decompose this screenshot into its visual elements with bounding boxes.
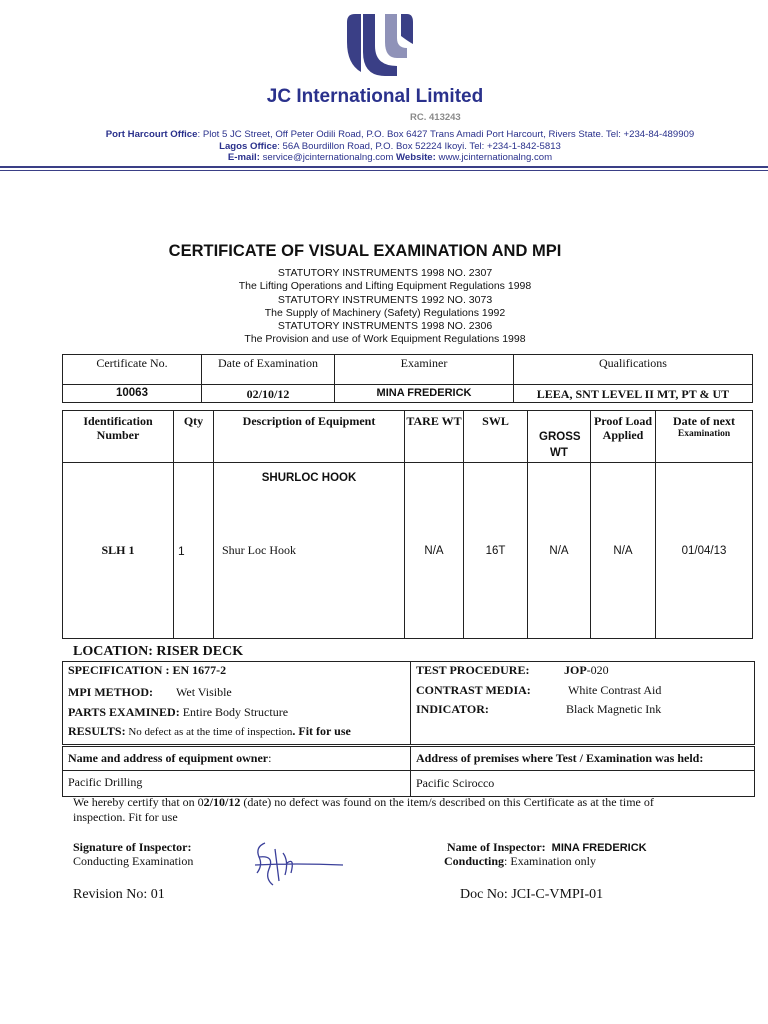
statutory-line: The Supply of Machinery (Safety) Regulations 1992 (264, 307, 506, 319)
proof-load-header: Proof Load Applied (591, 411, 656, 463)
statutory-line: STATUTORY INSTRUMENTS 1998 NO. 2306 (277, 320, 493, 332)
certification-statement: We hereby certify that on 02/10/12 (date) no defect was found on the item/s described on this Certificate as at the time of (73, 795, 654, 809)
examiner-value: MINA FREDERICK (335, 385, 514, 403)
indicator-value: Black Magnetic Ink (566, 702, 662, 716)
header-rule-thin (0, 170, 768, 171)
proof-load-cell: N/A (591, 463, 656, 639)
description-cell (214, 463, 405, 639)
signature-label: Signature of Inspector: (73, 840, 192, 854)
tare-wt-cell: N/A (405, 463, 464, 639)
company-name: JC International Limited (266, 86, 484, 107)
port-harcourt-office: Port Harcourt Office: Plot 5 JC Street, Off Peter Odili Road, P.O. Box 6427 Trans Amadi Port Harcourt, Rivers State. Tel: +234-84-489909 (105, 129, 695, 140)
document-number: Doc No: JCI-C-VMPI-01 (460, 887, 604, 902)
qty-cell: 1 (174, 463, 214, 639)
statutory-line: STATUTORY INSTRUMENTS 1998 NO. 2307 (277, 267, 493, 279)
next-exam-cell: 01/04/13 (656, 463, 753, 639)
contact-line: E-mail: service@jcinternationalng.com Website: www.jcinternationalng.com (227, 152, 553, 163)
contrast-media-value: White Contrast Aid (568, 683, 662, 697)
owner-value: Pacific Drilling (68, 775, 143, 789)
indicator-label: INDICATOR: (416, 702, 489, 716)
test-procedure-value: JOP-020 (564, 663, 609, 677)
lagos-office: Lagos Office: 56A Bourdillon Road, P.O. Box 52224 Ikoyi. Tel: +234-1-842-5813 (219, 141, 561, 152)
contrast-media-label: CONTRAST MEDIA: (416, 683, 531, 697)
inspector-name: Name of Inspector: MINA FREDERICK (447, 840, 647, 854)
swl-cell: 16T (464, 463, 528, 639)
exam-date-header: Date of Examination (202, 355, 335, 385)
mpi-method-label: MPI METHOD: (68, 685, 153, 699)
id-number-cell: SLH 1 (63, 463, 174, 639)
signature-sublabel: Conducting Examination (73, 854, 194, 868)
test-procedure-label: TEST PROCEDURE: (416, 663, 530, 677)
specification-standard: SPECIFICATION : EN 1677-2 (68, 663, 227, 677)
premises-label: Address of premises where Test / Examination was held: (416, 751, 704, 765)
conducting-line: Conducting: Examination only (444, 854, 597, 868)
premises-value: Pacific Scirocco (416, 776, 495, 790)
item-title: SHURLOC HOOK (261, 472, 357, 484)
statutory-line: The Provision and use of Work Equipment Regulations 1998 (244, 333, 526, 345)
parts-examined: PARTS EXAMINED: Entire Body Structure (68, 705, 289, 719)
owner-col-divider (410, 746, 411, 796)
revision-number: Revision No: 01 (73, 887, 165, 902)
owner-row-divider (62, 770, 754, 771)
jc-logo-icon (345, 12, 415, 80)
statutory-line: STATUTORY INSTRUMENTS 1992 NO. 3073 (277, 294, 493, 306)
qualifications-header: Qualifications (514, 355, 753, 385)
cert-no-header: Certificate No. (63, 355, 202, 385)
statutory-line: The Lifting Operations and Lifting Equipment Regulations 1998 (238, 280, 532, 292)
rc-number: RC. 413243 (410, 112, 461, 123)
gross-wt-cell: N/A (528, 463, 591, 639)
id-number-header: Identification Number (63, 411, 174, 463)
tare-wt-header: TARE WT (405, 411, 464, 463)
next-exam-header: Date of next Examination (656, 411, 753, 463)
exam-date-value: 02/10/12 (202, 385, 335, 403)
qualifications-value: LEEA, SNT LEVEL II MT, PT & UT (514, 385, 753, 403)
location-label: LOCATION: RISER DECK (73, 644, 244, 659)
spec-divider (410, 661, 411, 744)
gross-wt-header: GROSS WT (528, 411, 591, 463)
certificate-info-table (62, 354, 753, 403)
item-description: Shur Loc Hook (222, 543, 296, 557)
cert-no-value: 10063 (63, 385, 202, 403)
mpi-method-value: Wet Visible (176, 685, 232, 699)
examiner-header: Examiner (335, 355, 514, 385)
results: RESULTS: No defect as at the time of inspection. Fit for use (68, 724, 351, 738)
certificate-title: CERTIFICATE OF VISUAL EXAMINATION AND MPI (168, 242, 562, 260)
owner-label: Name and address of equipment owner: (68, 751, 272, 765)
description-header: Description of Equipment (214, 411, 405, 463)
swl-header: SWL (464, 411, 528, 463)
header-rule (0, 166, 768, 168)
certification-statement-line2: inspection. Fit for use (73, 810, 178, 824)
equipment-table (62, 410, 753, 639)
qty-header: Qty (174, 411, 214, 463)
inspector-signature (245, 835, 345, 890)
